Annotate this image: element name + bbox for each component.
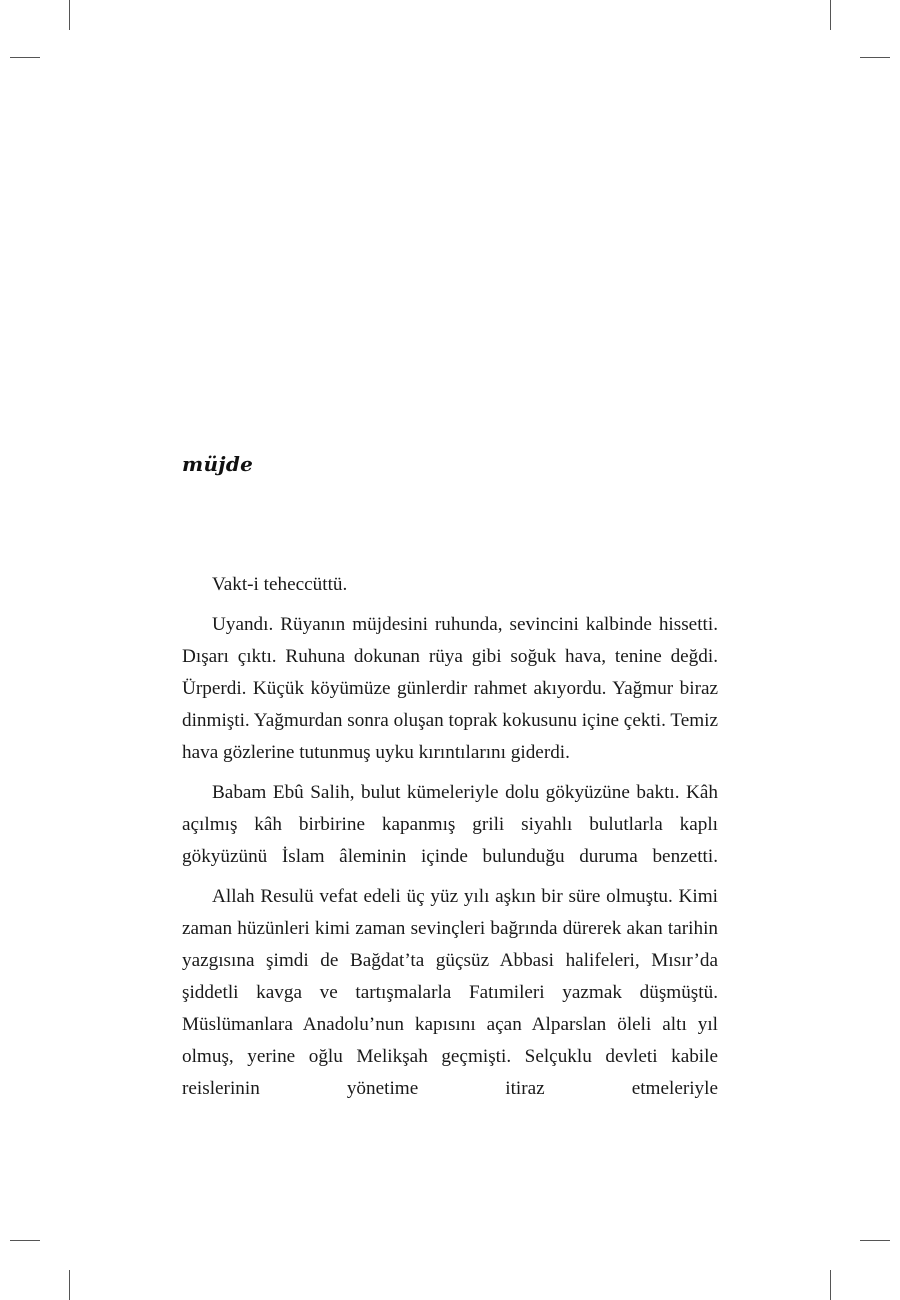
crop-mark-right-top	[860, 57, 890, 58]
crop-mark-top-left	[69, 0, 70, 30]
paragraph-1: Vakt-i teheccüttü.	[212, 574, 348, 595]
crop-mark-left-bottom	[10, 1240, 40, 1241]
crop-mark-bottom-right	[830, 1270, 831, 1300]
paragraph-3: Babam Ebû Salih, bulut kümeleriyle dolu gökyüzüne baktı. Kâh açılmış kâh birbirine kapanmış grili siyahlı bulutlarla kaplı gökyüzünü İslam âleminin içinde bulunduğu duruma benzetti.	[182, 782, 718, 867]
crop-mark-right-bottom	[860, 1240, 890, 1241]
crop-mark-bottom-left	[69, 1270, 70, 1300]
crop-mark-left-top	[10, 57, 40, 58]
chapter-title: müjde	[182, 452, 254, 476]
body-text	[182, 569, 718, 1105]
crop-mark-top-right	[830, 0, 831, 30]
paragraph-2: Uyandı. Rüyanın müjdesini ruhunda, sevincini kalbinde hissetti. Dışarı çıktı. Ruhuna dokunan rüya gibi soğuk hava, tenine değdi. Ürperdi. Küçük köyümüze günlerdir rahmet akıyordu. Yağmur biraz dinmişti. Yağmurdan sonra oluşan toprak kokusunu içine çekti. Temiz hava gözlerine tutunmuş uyku kırıntılarını giderdi.	[182, 614, 719, 763]
paragraph-4: Allah Resulü vefat edeli üç yüz yılı aşkın bir süre olmuştu. Kimi zaman hüzünleri kimi zaman sevinçleri bağrında dürerek akan tarihin yazgısına şimdi de Bağdat’ta güçsüz Abbasi halifeleri, Mısır’da şiddetli kavga ve tartışmalarla Fatımileri yazmak düşmüştü. Müslümanlara Anadolu’nun kapısını açan Alparslan öleli altı yıl olmuş, yerine oğlu Melikşah geçmişti. Selçuklu devleti kabile reislerinin yönetime itiraz etmeleriyle	[182, 886, 718, 1099]
